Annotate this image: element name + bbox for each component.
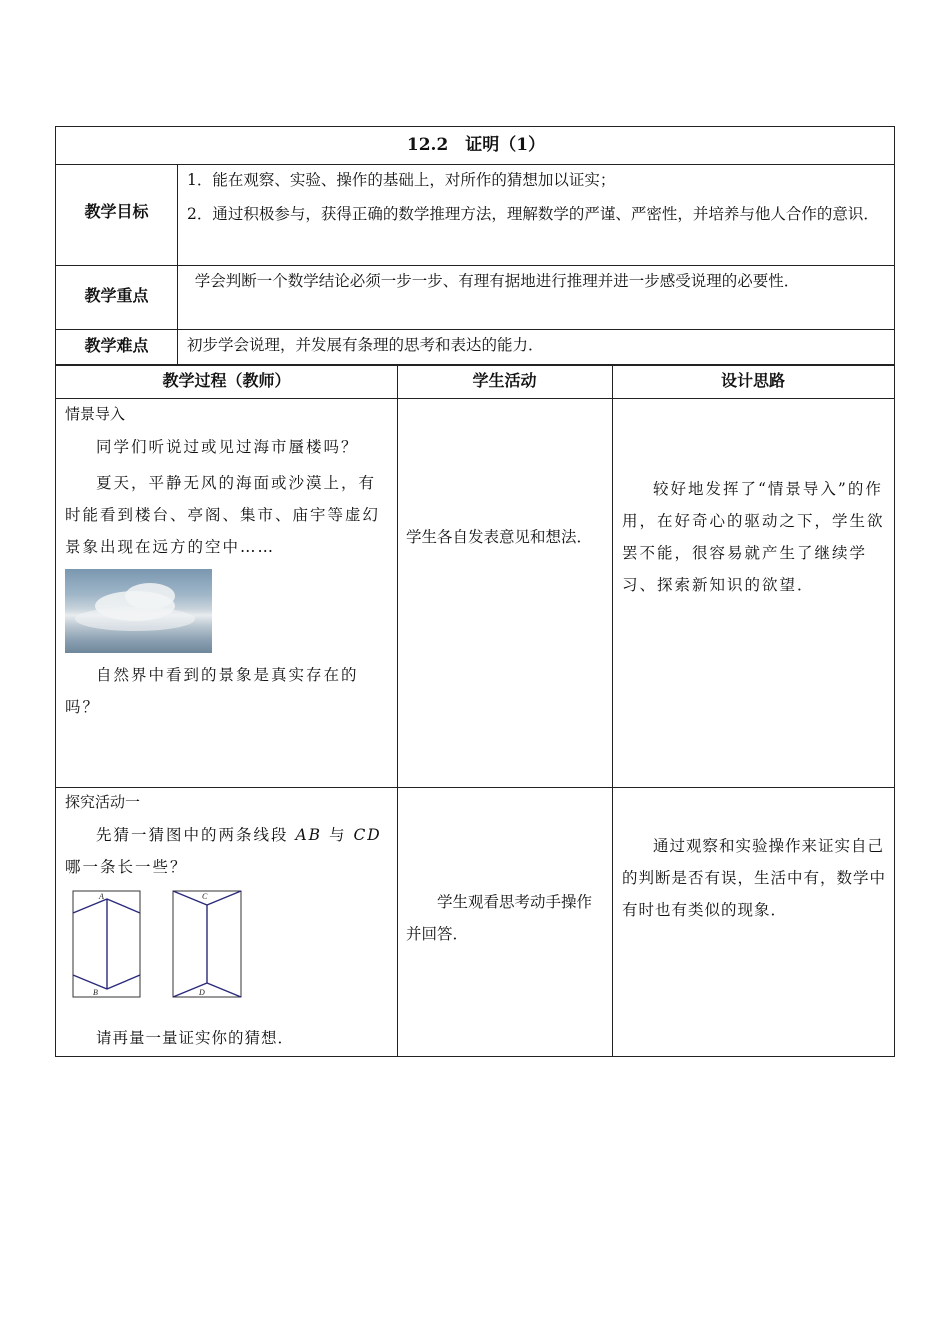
line-segments-figure xyxy=(71,889,251,1001)
objectives-label: 教学目标 xyxy=(84,202,149,221)
objective-item: 2．通过积极参与，获得正确的数学推理方法，理解数学的严谨、严密性，并培养与他人合作的意识． xyxy=(187,205,879,223)
label-d: D xyxy=(199,988,205,997)
paragraph: 请再量一量证实你的猜想． xyxy=(96,1029,295,1047)
label-c: C xyxy=(202,892,208,901)
section-title: 探究活动一 xyxy=(65,793,141,811)
label-b: B xyxy=(93,988,98,997)
paragraph: 同学们听说过或见过海市蜃楼吗？ xyxy=(96,438,359,456)
key-points-text: 学会判断一个数学结论必须一步一步、有理有据地进行推理并进一步感受说理的必要性． xyxy=(194,272,800,290)
row-explore-student: 学生观看思考动手操作并回答． xyxy=(406,893,593,943)
row-intro-student: 学生各自发表意见和想法． xyxy=(406,528,593,546)
label-a: A xyxy=(99,892,104,901)
page-title: 12.2 证明（1） xyxy=(406,135,546,155)
row-intro-design: 较好地发挥了“情景导入”的作用，在好奇心的驱动之下，学生欲罢不能，很容易就产生了继续学习、探索新知识的欲望． xyxy=(622,480,885,594)
row-explore-design: 通过观察和实验操作来证实自己的判断是否有误，生活中有，数学中有时也有类似的现象． xyxy=(622,837,887,919)
right-bottom-arrow xyxy=(173,983,241,997)
objective-item: 1．能在观察、实验、操作的基础上，对所作的猜想加以证实； xyxy=(187,171,616,189)
header-student: 学生活动 xyxy=(472,371,537,390)
objectives-table xyxy=(55,126,895,366)
paragraph: 先猜一猜图中的两条线段 AB 与 CD 哪一条长一些？ xyxy=(65,826,382,876)
segment-ab: AB xyxy=(295,826,323,844)
segment-cd: CD xyxy=(353,826,382,844)
difficulties-label: 教学难点 xyxy=(84,336,149,355)
difficulties-text: 初步学会说理，并发展有条理的思考和表达的能力． xyxy=(187,336,544,354)
row-intro-process xyxy=(65,401,391,723)
objectives-text xyxy=(187,164,887,230)
section-title: 情景导入 xyxy=(65,405,126,423)
header-design: 设计思路 xyxy=(720,371,785,390)
row-explore-process xyxy=(65,789,391,1054)
key-points-label: 教学重点 xyxy=(84,286,149,305)
paragraph: 夏天，平静无风的海面或沙漠上，有时能看到楼台、亭阁、集市、庙宇等虚幻景象出现在远方的空中…… xyxy=(65,474,381,556)
process-table xyxy=(55,364,895,1057)
paragraph: 自然界中看到的景象是真实存在的吗？ xyxy=(65,666,359,716)
mirage-photo xyxy=(65,569,212,653)
header-process: 教学过程（教师） xyxy=(162,371,291,390)
